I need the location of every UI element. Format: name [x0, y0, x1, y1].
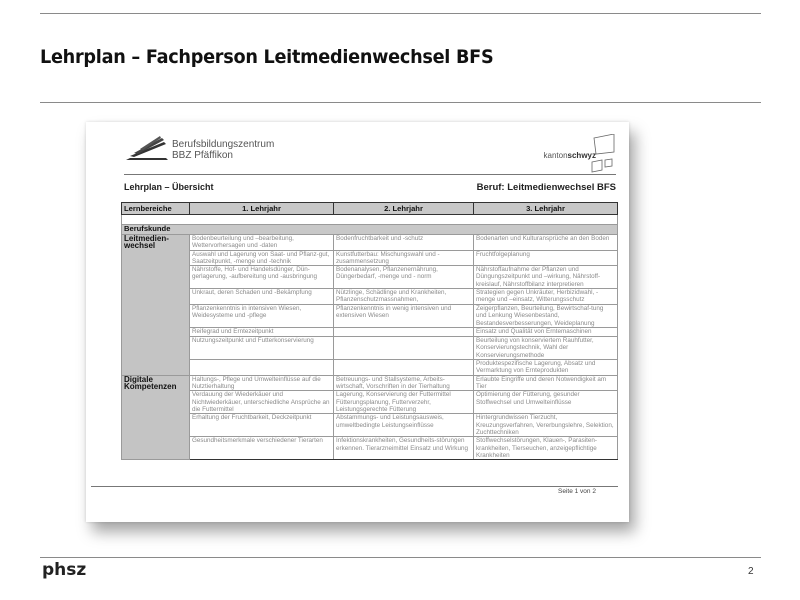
- title-rule: [40, 102, 761, 103]
- table-row: Pflanzenkenntnis in intensiven Wiesen, Weidesysteme und -pflege Pflanzenkenntnis in wenig intensiven und extensiven Wiesen Zeigerpflanzen, Beurteilung, Bewirtschaf-tung und Lenkung Wiesenbestand, Bestandesverbesserungen, Weideplanung: [122, 305, 618, 328]
- column-header: 1. Lehrjahr: [190, 203, 334, 215]
- document-header: [124, 132, 616, 175]
- bbz-name: Berufsbildungszentrum BBZ Pfäffikon: [172, 139, 275, 161]
- curriculum-table: [121, 202, 618, 460]
- top-rule: [40, 13, 761, 14]
- column-header: Lernbereiche: [122, 203, 190, 215]
- section-row: Berufskunde: [122, 225, 618, 235]
- table-row: Nutzungszeitpunkt und Futterkonservierung Beurteilung von konserviertem Rauhfutter, Konservierungstechnik, Wahl der Konservierungsmethode: [122, 337, 618, 360]
- column-header: 3. Lehrjahr: [474, 203, 618, 215]
- document-subtitle: Lehrplan – Übersicht Beruf: Leitmedienwechsel BFS: [124, 182, 616, 193]
- table-row: Gesundheitsmerkmale verschiedener Tierarten Infektionskrankheiten, Gesundheits-störungen erkennen. Tierarzneimittel Einsatz und Wirkung Stoffwechselstörungen, Klauen-, Parasiten-krankheiten, Tierseuchen, anzeigepflichtige Krankheiten: [122, 437, 618, 460]
- bbz-logo-icon: [124, 136, 170, 162]
- document-page-indicator: Seite 1 von 2: [558, 488, 596, 495]
- document-image: [86, 122, 629, 522]
- table-row: Unkraut, deren Schaden und -Bekämpfung Nützlinge, Schädlinge und Krankheiten, Pflanzenschutzmassnahmen, Strategien gegen Unkräuter, Herbizidwahl, -menge und –einsatz, Witterungsschutz: [122, 289, 618, 305]
- table-row: Digitale Kompetenzen Haltungs-, Pflege und Umwelteinflüsse auf die Nutztierhaltung Betreuungs- und Stallsysteme, Arbeits-wirtschaft, Vorschriften in der Tierhaltung Erlaubte Eingriffe und deren Notwendigkeit am Tier: [122, 375, 618, 391]
- kanton-schwyz-logo-icon: [586, 134, 616, 174]
- table-header-row: [122, 203, 618, 215]
- kanton-schwyz-label: kantonschwyz: [543, 151, 596, 160]
- table-row: Verdauung der Wiederkäuer und Nichtwiederkäuer, unterschiedliche Ansprüche an die Futtermittel Lagerung, Konservierung der Futtermittel Fütterungsplanung, Futterverzehr, Leistungsgerechte Fütterung Optimierung der Fütterung, gesunder Stoffwechsel und Umwelteinflüsse: [122, 391, 618, 414]
- table-row: Leitmedien-wechsel Bodenbeurteilung und –bearbeitung, Wettervorhersagen und -daten Bodenfruchtbarkeit und -schutz Bodenarten und Kulturansprüche an den Boden: [122, 235, 618, 251]
- slide-page-number: 2: [748, 566, 754, 577]
- table-row: Produktespezifische Lagerung, Absatz und Vermarktung von Ernteprodukten: [122, 360, 618, 376]
- table-row: Nährstoffe, Hof- und Handelsdünger, Dün-gerlagerung, -aufbereitung und -ausbringung Bodenanalysen, Pflanzenernährung, Düngerbedarf, -menge und - norm Nährstoffaufnahme der Pflanzen und Düngungszeitpunkt und –wirkung, Nährstoff-kreislauf, Nährstoffbilanz interpretieren: [122, 266, 618, 289]
- footer-rule: [40, 557, 761, 558]
- table-row: Reifegrad und Erntezeitpunkt Einsatz und Qualität von Erntemaschinen: [122, 328, 618, 337]
- phsz-logo: phsz: [42, 560, 87, 580]
- document-footer-rule: [91, 486, 618, 487]
- table-row: Auswahl und Lagerung von Saat- und Pflanz-gut, Saatzeitpunkt, -menge und -technik Kunstfutterbau: Mischungswahl und -zusammensetzung Fruchtfolgeplanung: [122, 250, 618, 266]
- category-cell: Leitmedien-wechsel: [122, 235, 190, 376]
- column-header: 2. Lehrjahr: [334, 203, 474, 215]
- slide-title: Lehrplan – Fachperson Leitmedienwechsel BFS: [40, 46, 494, 68]
- table-row: Erhaltung der Fruchtbarkeit, Deckzeitpunkt Abstammungs- und Leistungsausweis, umweltbedingte Leistungseinflüsse Hintergrundwissen Tierzucht, Kreuzungsverfahren, Vererbungslehre, Selektion, Zuchttechniken: [122, 414, 618, 437]
- category-cell: Digitale Kompetenzen: [122, 375, 190, 460]
